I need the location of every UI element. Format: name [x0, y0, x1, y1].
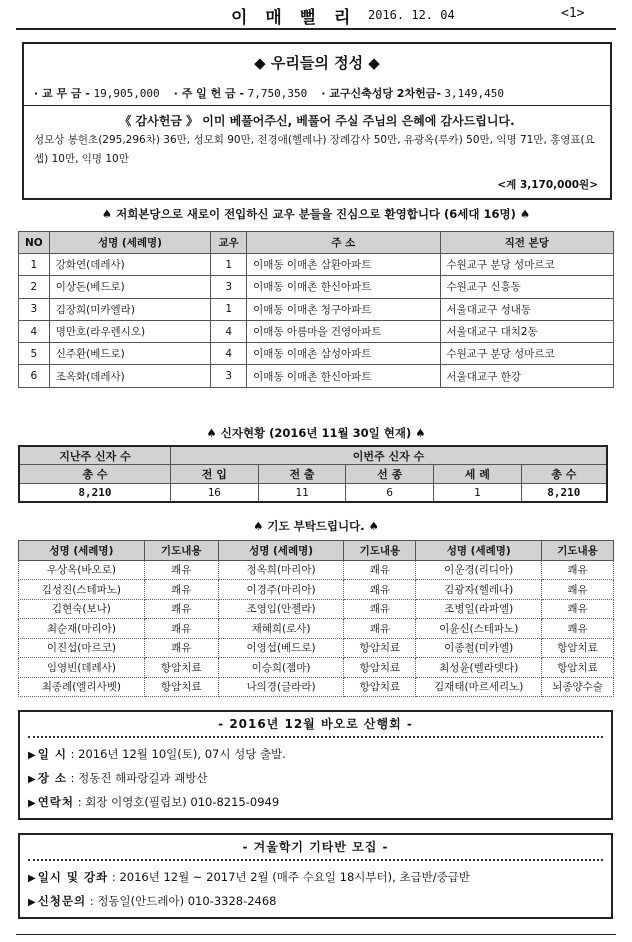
table-cell: 항암치료 — [542, 658, 614, 678]
thanks-body: 성모상 봉헌초(295,296차) 36만, 성모회 90만, 전경애(헬레나) 장례감사 50만, 유광옥(루카) 50만, 익명 71만, 홍영표(요셉) 10만, 익명 10만 — [34, 134, 595, 165]
triangle-bullet-icon: ▶ — [28, 873, 36, 884]
col-header: 전 출 — [258, 465, 346, 484]
newcomers-table — [18, 231, 614, 388]
table-row — [19, 298, 614, 320]
col-header: 교우 — [211, 232, 247, 254]
table-cell: 5 — [19, 343, 50, 365]
prayer-title: ♠ 기도 부탁드립니다. ♠ — [253, 519, 379, 533]
thanks-heading: 《 감사헌금 》 이미 베풀어주신, 베풀어 주실 주님의 은혜에 감사드립니다. — [119, 114, 515, 128]
table-cell: 2 — [19, 276, 50, 298]
table-cell: 쾌유 — [144, 580, 218, 600]
table-cell: 조영임(안젤라) — [218, 599, 344, 619]
table-cell: 이종철(미카엘) — [416, 638, 542, 658]
row-text: : 2016년 12월 ~ 2017년 2월 (매주 수요일 18시부터), 초급반/중급반 — [111, 870, 470, 884]
table-cell: 이승희(젬마) — [218, 658, 344, 678]
table-cell: 조옥화(데레사) — [49, 365, 211, 387]
this-total-label: 총 수 — [521, 465, 607, 484]
offering-title: ◆ 우리들의 정성 ◆ — [254, 53, 380, 72]
table-cell: 김장희(미카엘라) — [49, 298, 211, 320]
col-header: 기도내용 — [542, 541, 614, 561]
col-header: 성명 (세례명) — [218, 541, 344, 561]
table-row — [19, 276, 614, 298]
row-label: 장 소 — [37, 771, 67, 785]
table-cell: 쾌유 — [344, 580, 416, 600]
stat-value: 16 — [170, 483, 258, 502]
stat-value: 6 — [346, 483, 434, 502]
newcomers-body — [19, 254, 614, 388]
table-cell: 나의경(글라라) — [218, 677, 344, 697]
table-cell: 서울대교구 성내동 — [440, 298, 613, 320]
stats-table — [18, 445, 608, 503]
table-cell: 3 — [211, 365, 247, 387]
pilgrimage-title: - 2016년 12월 바오로 산행회 - — [218, 717, 413, 731]
table-cell: 항암치료 — [344, 638, 416, 658]
table-row — [19, 446, 607, 465]
col-header: 기도내용 — [344, 541, 416, 561]
table-cell: 3 — [211, 276, 247, 298]
table-cell: 우상옥(바오로) — [19, 560, 145, 580]
table-cell: 김성진(스테파노) — [19, 580, 145, 600]
bulletin-title: 이 매 뻘 리 — [231, 8, 357, 28]
table-cell: 쾌유 — [344, 619, 416, 639]
table-cell: 항암치료 — [144, 658, 218, 678]
table-cell: 3 — [19, 298, 50, 320]
table-cell: 최성윤(벨라뎃다) — [416, 658, 542, 678]
offering-sums — [24, 80, 610, 106]
table-cell: 4 — [19, 320, 50, 342]
page-number: <1> — [561, 6, 585, 21]
table-cell: 이운경(리디아) — [416, 560, 542, 580]
last-total-value: 8,210 — [19, 483, 170, 502]
col-header: NO — [19, 232, 50, 254]
table-row — [19, 580, 614, 600]
table-cell: 이매동 이매촌 청구아파트 — [247, 298, 440, 320]
table-cell: 정옥희(마리아) — [218, 560, 344, 580]
table-row — [19, 254, 614, 276]
table-cell: 쾌유 — [542, 560, 614, 580]
row-text: : 회장 이영호(필립보) 010-8215-0949 — [77, 795, 280, 809]
sum-label: · 교 무 금 - — [34, 86, 90, 100]
triangle-bullet-icon: ▶ — [28, 750, 36, 761]
table-cell: 쾌유 — [542, 619, 614, 639]
table-header-row — [19, 232, 614, 254]
table-cell: 4 — [211, 320, 247, 342]
table-row — [19, 599, 614, 619]
table-cell: 명만호(라우렌시오) — [49, 320, 211, 342]
table-cell: 쾌유 — [542, 599, 614, 619]
table-cell: 쾌유 — [344, 599, 416, 619]
col-header: 직전 본당 — [440, 232, 613, 254]
col-header: 성명 (세례명) — [19, 541, 145, 561]
table-cell: 쾌유 — [144, 599, 218, 619]
sum-item — [34, 85, 160, 101]
table-cell: 항암치료 — [344, 658, 416, 678]
table-cell: 쾌유 — [344, 560, 416, 580]
table-cell: 수원교구 신흥동 — [440, 276, 613, 298]
row-text: : 2016년 12월 10일(토), 07시 성당 출발. — [70, 747, 286, 761]
guitar-class-row — [20, 865, 611, 889]
row-text: : 정동일(안드레아) 010-3328-2468 — [89, 894, 277, 908]
stats-title: ♠ 신자현황 (2016년 11월 30일 현재) ♠ — [206, 426, 426, 440]
table-cell: 최순재(마리아) — [19, 619, 145, 639]
pilgrimage-box — [18, 710, 613, 820]
bulletin-date: 2016. 12. 04 — [368, 8, 455, 22]
sum-item — [321, 85, 504, 101]
table-cell: 이매동 아름마을 건영아파트 — [247, 320, 440, 342]
table-cell: 임영빈(데레사) — [19, 658, 145, 678]
guitar-class-title: - 겨울학기 기타반 모집 - — [242, 840, 389, 854]
sum-label: · 주 일 헌 금 - — [173, 86, 245, 100]
table-cell: 항암치료 — [144, 677, 218, 697]
table-cell: 이매동 이매촌 삼환아파트 — [247, 254, 440, 276]
col-header: 주 소 — [247, 232, 440, 254]
col-header: 기도내용 — [144, 541, 218, 561]
table-cell: 1 — [211, 254, 247, 276]
row-label: 신청문의 — [37, 894, 87, 908]
table-cell: 항암치료 — [344, 677, 416, 697]
triangle-bullet-icon: ▶ — [28, 798, 36, 809]
table-cell: 이상돈(베드로) — [49, 276, 211, 298]
row-label: 일 시 — [37, 747, 67, 761]
last-week-label: 지난주 신자 수 — [19, 446, 170, 465]
table-cell: 항암치료 — [542, 638, 614, 658]
guitar-class-row — [20, 889, 611, 913]
table-cell: 조병일(라파엘) — [416, 599, 542, 619]
table-cell: 1 — [19, 254, 50, 276]
sum-value: 3,149,450 — [444, 86, 505, 100]
table-row — [19, 560, 614, 580]
table-cell: 뇌종양수술 — [542, 677, 614, 697]
table-cell: 강화연(데레사) — [49, 254, 211, 276]
table-cell: 채혜희(로사) — [218, 619, 344, 639]
stat-value: 11 — [258, 483, 346, 502]
table-row — [19, 343, 614, 365]
table-row — [19, 465, 607, 484]
table-cell: 신주환(베드로) — [49, 343, 211, 365]
table-cell: 4 — [211, 343, 247, 365]
table-cell: 이영섭(베드로) — [218, 638, 344, 658]
col-header: 성명 (세례명) — [49, 232, 211, 254]
table-header-row — [19, 541, 614, 561]
thanks-total: <계 3,170,000원> — [497, 179, 598, 191]
this-total-value: 8,210 — [521, 483, 607, 502]
table-cell: 김재태(마르세리노) — [416, 677, 542, 697]
table-cell: 이경주(마리아) — [218, 580, 344, 600]
divider — [28, 736, 603, 738]
col-header: 성명 (세례명) — [416, 541, 542, 561]
guitar-class-box — [18, 833, 613, 919]
last-total-label: 총 수 — [19, 465, 170, 484]
table-cell: 김현숙(보나) — [19, 599, 145, 619]
row-text: : 정동진 해파랑길과 괘방산 — [70, 771, 208, 785]
pilgrimage-row — [20, 766, 611, 790]
table-cell: 이매동 이매촌 한신아파트 — [247, 365, 440, 387]
triangle-bullet-icon: ▶ — [28, 774, 36, 785]
table-cell: 쾌유 — [144, 619, 218, 639]
sum-item — [174, 85, 308, 101]
col-header: 세 례 — [434, 465, 522, 484]
row-label: 일시 및 강좌 — [37, 870, 109, 884]
table-cell: 쾌유 — [144, 638, 218, 658]
table-cell: 쾌유 — [144, 560, 218, 580]
table-cell: 이진섭(마르코) — [19, 638, 145, 658]
sum-value: 7,750,350 — [247, 86, 308, 100]
table-row — [19, 365, 614, 387]
table-row — [19, 619, 614, 639]
row-label: 연락처 — [37, 795, 75, 809]
pilgrimage-row — [20, 790, 611, 814]
table-cell: 최종례(엘리사벳) — [19, 677, 145, 697]
table-cell: 김광자(헬레나) — [416, 580, 542, 600]
pilgrimage-row — [20, 742, 611, 766]
table-cell: 수원교구 분당 성마르코 — [440, 254, 613, 276]
table-cell: 이매동 이매촌 삼성아파트 — [247, 343, 440, 365]
sum-value: 19,905,000 — [93, 86, 160, 100]
table-cell: 이매동 이매촌 한신아파트 — [247, 276, 440, 298]
table-cell: 6 — [19, 365, 50, 387]
sum-label: · 교구신축성당 2차헌금- — [321, 86, 441, 100]
table-row — [19, 638, 614, 658]
table-cell: 1 — [211, 298, 247, 320]
table-cell: 쾌유 — [542, 580, 614, 600]
table-row — [19, 320, 614, 342]
table-cell: 수원교구 분당 성마르코 — [440, 343, 613, 365]
table-row — [19, 658, 614, 678]
this-week-label: 이번주 신자 수 — [170, 446, 607, 465]
table-cell: 이윤신(스테파노) — [416, 619, 542, 639]
divider — [28, 859, 603, 861]
bulletin-header — [16, 0, 616, 30]
offering-box — [22, 42, 612, 200]
table-cell: 서울대교구 대치2동 — [440, 320, 613, 342]
col-header: 전 입 — [170, 465, 258, 484]
stat-value: 1 — [434, 483, 522, 502]
bottom-rule — [16, 934, 616, 935]
table-cell: 서울대교구 한강 — [440, 365, 613, 387]
newcomers-title: ♠ 저희본당으로 새로이 전입하신 교우 분들을 진심으로 환영합니다 (6세대 16명) ♠ — [101, 207, 531, 221]
col-header: 선 종 — [346, 465, 434, 484]
table-row — [19, 677, 614, 697]
table-row — [19, 483, 607, 502]
prayer-table — [18, 540, 614, 697]
triangle-bullet-icon: ▶ — [28, 897, 36, 908]
prayer-body — [19, 560, 614, 697]
